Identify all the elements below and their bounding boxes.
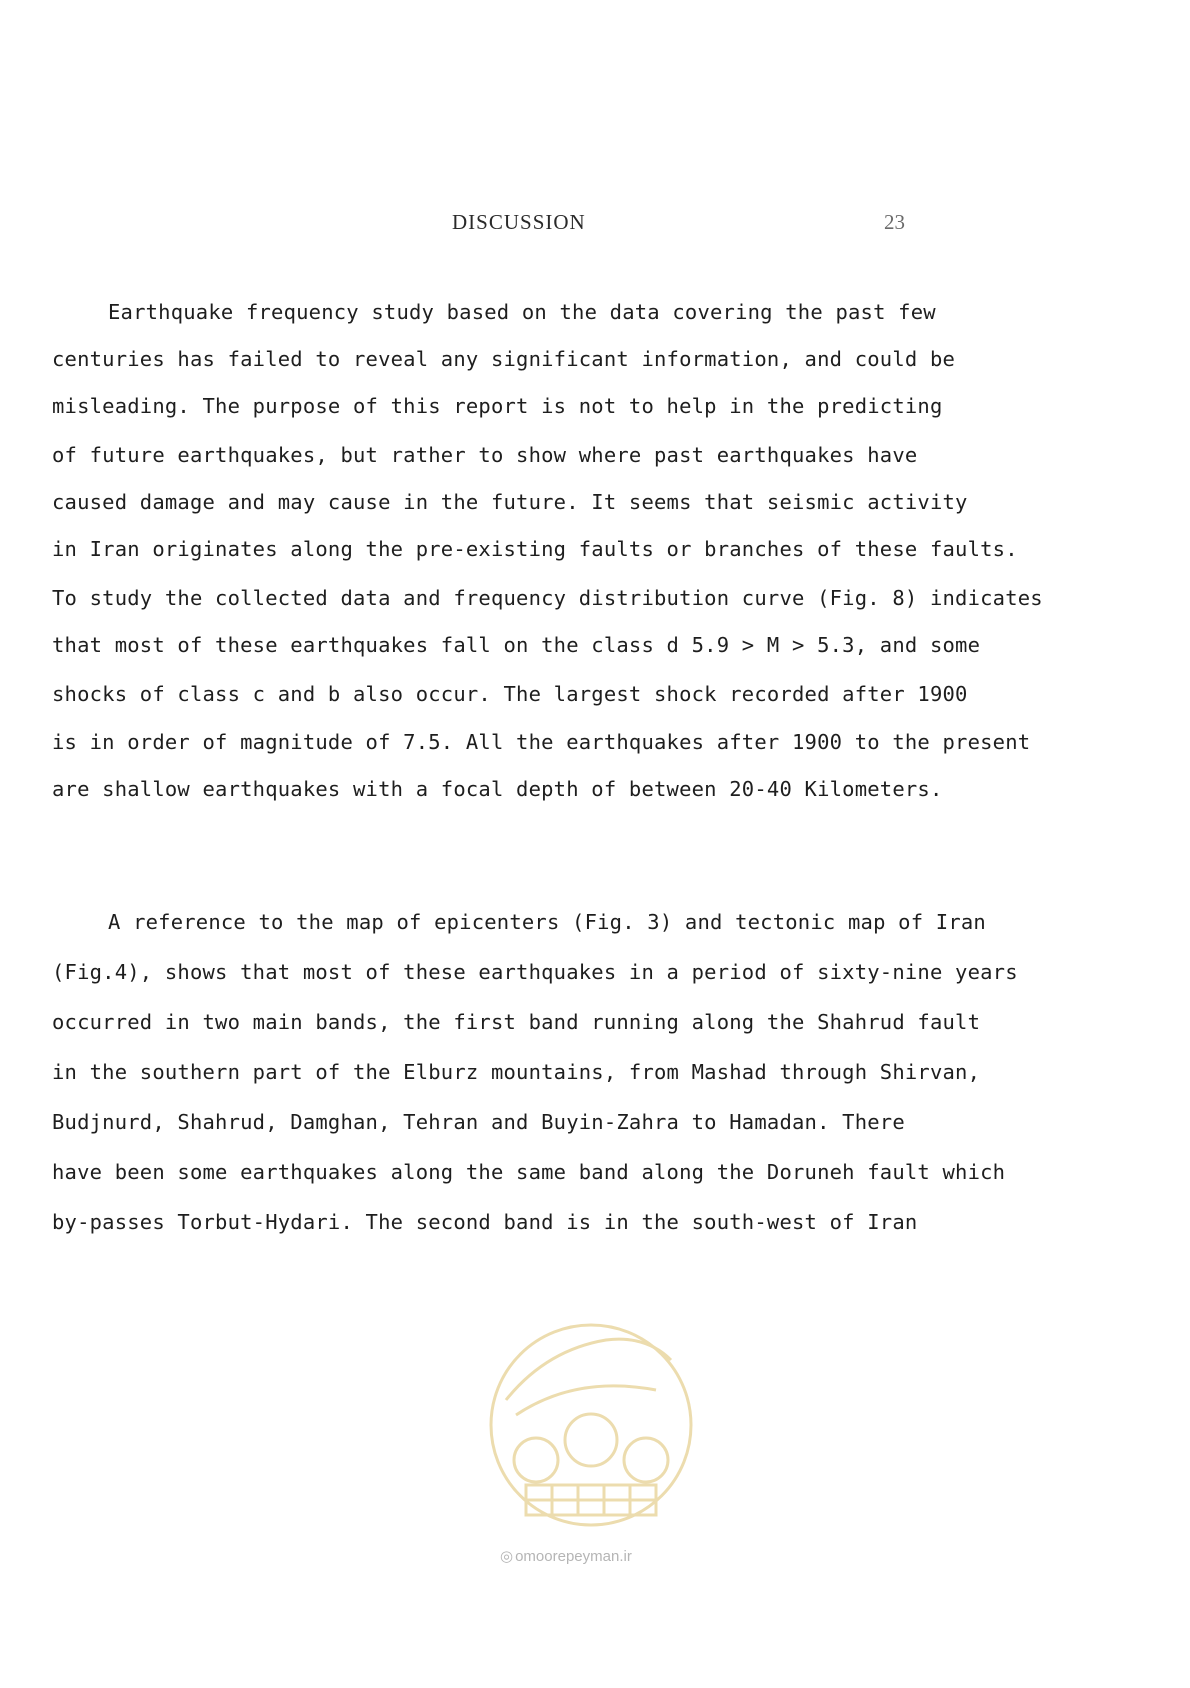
text-line: of future earthquakes, but rather to show where past earthquakes have xyxy=(52,443,918,467)
text-line: Earthquake frequency study based on the data covering the past few xyxy=(108,300,936,324)
watermark-site xyxy=(500,1547,632,1565)
text-line: Budjnurd, Shahrud, Damghan, Tehran and Buyin-Zahra to Hamadan. There xyxy=(52,1110,905,1134)
text-line: by-passes Torbut-Hydari. The second band is in the south-west of Iran xyxy=(52,1210,918,1234)
text-line: To study the collected data and frequency distribution curve (Fig. 8) indicates xyxy=(52,586,1043,610)
text-line: is in order of magnitude of 7.5. All the earthquakes after 1900 to the present xyxy=(52,730,1031,754)
text-line: are shallow earthquakes with a focal depth of between 20-40 Kilometers. xyxy=(52,777,943,801)
site-label: omoorepeyman.ir xyxy=(515,1548,632,1565)
page-number: 23 xyxy=(884,210,905,234)
paragraph-1 xyxy=(52,300,1082,860)
text-line: occurred in two main bands, the first band running along the Shahrud fault xyxy=(52,1010,981,1034)
text-line: shocks of class c and b also occur. The largest shock recorded after 1900 xyxy=(52,682,968,706)
paragraph-2 xyxy=(52,910,1082,1270)
text-line: (Fig.4), shows that most of these earthquakes in a period of sixty-nine years xyxy=(52,960,1018,984)
text-line: that most of these earthquakes fall on the class d 5.9 > M > 5.3, and some xyxy=(52,633,981,657)
text-line: in Iran originates along the pre-existing faults or branches of these faults. xyxy=(52,537,1018,561)
text-line: in the southern part of the Elburz mountains, from Mashad through Shirvan, xyxy=(52,1060,981,1084)
watermark-seal-icon xyxy=(486,1320,696,1530)
text-line: caused damage and may cause in the future. It seems that seismic activity xyxy=(52,490,968,514)
text-line: centuries has failed to reveal any significant information, and could be xyxy=(52,347,956,371)
text-line: A reference to the map of epicenters (Fig. 3) and tectonic map of Iran xyxy=(108,910,986,934)
page-header xyxy=(0,210,1190,240)
instagram-icon: ◎ xyxy=(500,1548,514,1565)
section-title: DISCUSSION xyxy=(452,210,586,234)
text-line: misleading. The purpose of this report is not to help in the predicting xyxy=(52,394,943,418)
text-line: have been some earthquakes along the same band along the Doruneh fault which xyxy=(52,1160,1006,1184)
